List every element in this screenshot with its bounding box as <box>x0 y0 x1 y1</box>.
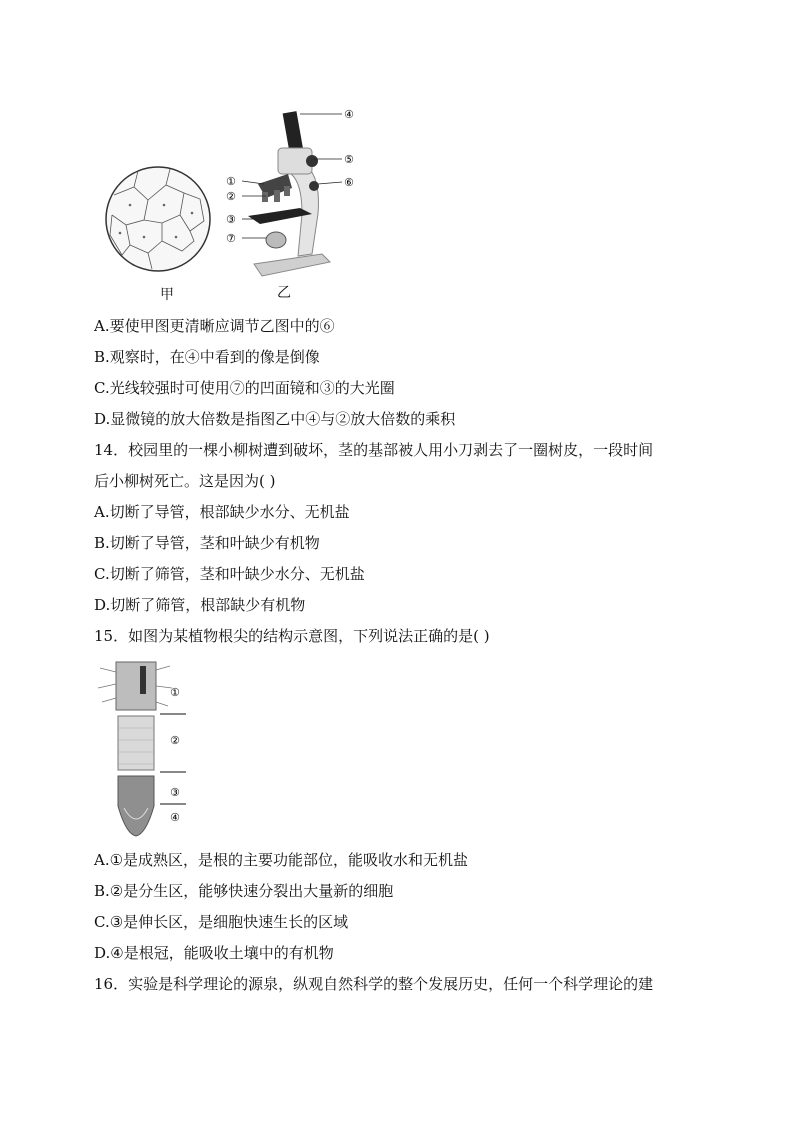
root-label-4: ④ <box>170 811 180 824</box>
q15-stem: 15．如图为某植物根尖的结构示意图，下列说法正确的是( ) <box>94 627 490 645</box>
figure-caption-jia: 甲 <box>160 287 174 303</box>
q15-option-a: A.①是成熟区，是根的主要功能部位，能吸收水和无机盐 <box>94 851 469 869</box>
q13-option-a: A.要使甲图更清晰应调节乙图中的⑥ <box>94 317 335 335</box>
q14-option-b: B.切断了导管，茎和叶缺少有机物 <box>94 534 320 552</box>
root-label-3: ③ <box>170 786 180 799</box>
q13-option-c: C.光线较强时可使用⑦的凹面镜和③的大光圈 <box>94 379 395 397</box>
microscope-label-3: ③ <box>226 213 236 226</box>
q14-option-a: A.切断了导管，根部缺少水分、无机盐 <box>94 503 350 521</box>
q13-option-b: B.观察时，在④中看到的像是倒像 <box>94 348 320 366</box>
q13-option-d: D.显微镜的放大倍数是指图乙中④与②放大倍数的乘积 <box>94 410 456 428</box>
q14-option-c: C.切断了筛管，茎和叶缺少水分、无机盐 <box>94 565 365 583</box>
microscope-label-5: ⑤ <box>344 153 354 166</box>
q14-stem-line1: 14．校园里的一棵小柳树遭到破坏，茎的基部被人用小刀剥去了一圈树皮，一段时间 <box>94 441 654 459</box>
q15-option-b: B.②是分生区，能够快速分裂出大量新的细胞 <box>94 882 394 900</box>
microscope-label-2: ② <box>226 190 236 203</box>
microscope-label-6: ⑥ <box>344 176 354 189</box>
microscope-label-4: ④ <box>344 108 354 121</box>
figure-caption-yi: 乙 <box>277 285 291 301</box>
microscope-label-1: ① <box>226 175 236 188</box>
cell-micrograph-figure <box>104 165 212 275</box>
q14-stem-line2: 后小柳树死亡。这是因为( ) <box>94 472 276 490</box>
q15-option-c: C.③是伸长区，是细胞快速生长的区域 <box>94 913 349 931</box>
microscope-figure <box>222 104 367 284</box>
q16-stem-line1: 16．实验是科学理论的源泉，纵观自然科学的整个发展历史，任何一个科学理论的建 <box>94 975 654 993</box>
root-label-1: ① <box>170 686 180 699</box>
q15-option-d: D.④是根冠，能吸收土壤中的有机物 <box>94 944 334 962</box>
root-label-2: ② <box>170 734 180 747</box>
microscope-label-7: ⑦ <box>226 232 236 245</box>
q14-option-d: D.切断了筛管，根部缺少有机物 <box>94 596 306 614</box>
root-tip-figure <box>96 658 196 838</box>
